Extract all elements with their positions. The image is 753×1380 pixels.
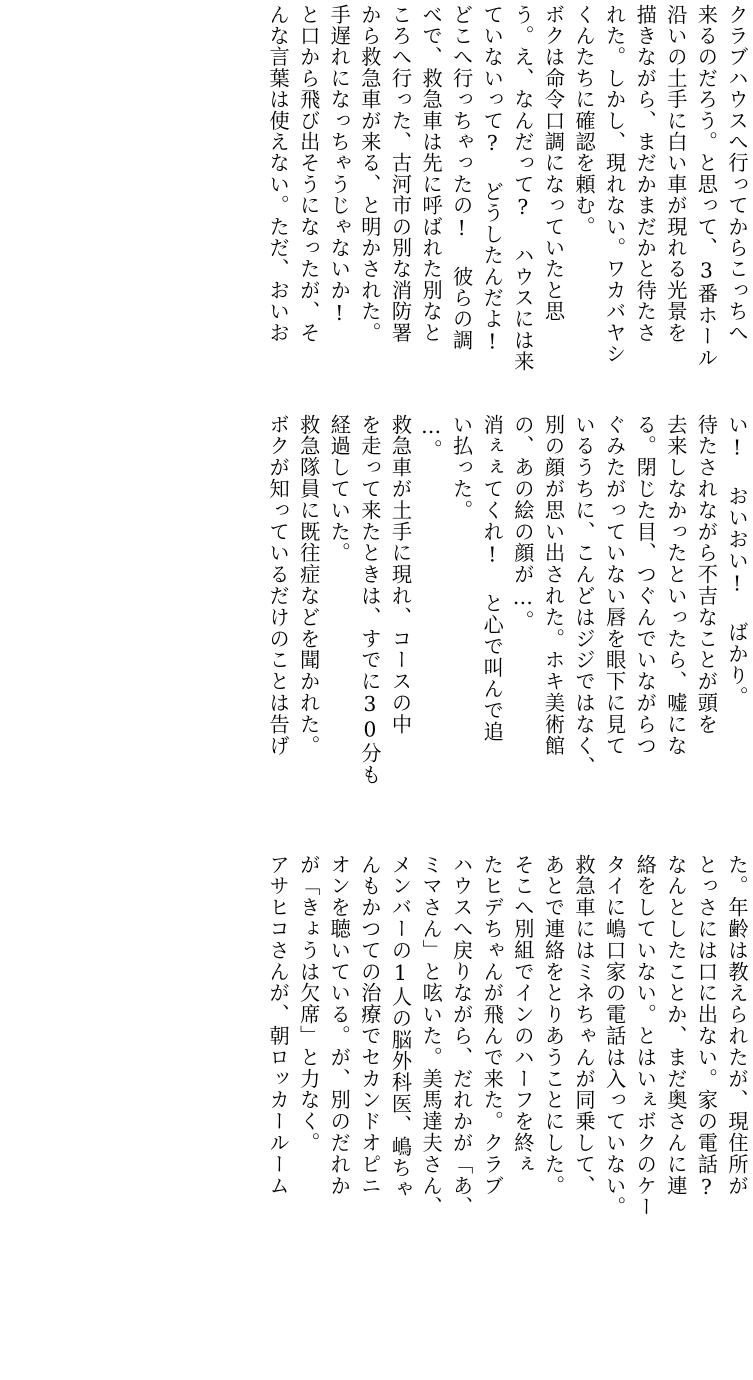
vertical-line: んもかつての治療でセカンドオピニ bbox=[357, 854, 382, 1197]
vertical-line: んな言葉は使えない。ただ、おいお bbox=[266, 4, 291, 344]
vertical-line: …。 bbox=[419, 414, 444, 461]
vertical-line: そこへ別組でインのハーフを終ぇ bbox=[510, 854, 535, 1175]
vertical-line: 来るのだろう。と思って、3番ホール bbox=[694, 4, 719, 369]
vertical-line: あとで連絡をとりあうことにした。 bbox=[541, 854, 566, 1197]
vertical-line: オンを聴いている。が、別のだれか bbox=[327, 854, 352, 1197]
vertical-line: から救急車が来る、と明かされた。 bbox=[357, 4, 382, 344]
vertical-line: 経過していた。 bbox=[327, 414, 352, 564]
vertical-line: れた。しかし、現れない。ワカバヤシ bbox=[602, 4, 627, 365]
vertical-line: い! おいおい! ばかり。 bbox=[725, 414, 749, 708]
vertical-line: どこへ行っちゃったの! 彼らの調 bbox=[449, 4, 474, 351]
text-block-3 bbox=[6, 810, 747, 1350]
vertical-line: たヒデちゃんが飛んで来た。クラブ bbox=[480, 854, 505, 1197]
vertical-line: べで、救急車は先に呼ばれた別なと bbox=[419, 4, 444, 344]
vertical-line: ミマさん」と呟いた。美馬達夫さん、 bbox=[419, 854, 444, 1218]
vertical-line: 救急車にはミネちゃんが同乗して、 bbox=[572, 854, 597, 1197]
vertical-line: を走って来たときは、すでに30分も bbox=[357, 414, 382, 786]
vertical-line: ていないって? どうしたんだよ! bbox=[480, 4, 505, 355]
vertical-line: いるうちに、こんどはジジではなく、 bbox=[572, 414, 597, 778]
vertical-line: クラブハウスへ行ってからこっちへ bbox=[725, 4, 749, 344]
vertical-line: た。年齢は教えられたが、現住所が bbox=[725, 854, 749, 1197]
vertical-line: と口から飛び出そうになったが、そ bbox=[296, 4, 321, 344]
vertical-line: 沿いの土手に白い車が現れる光景を bbox=[663, 4, 688, 344]
vertical-line: 手遅れになっちゃうじゃないか! bbox=[327, 4, 352, 326]
vertical-line: 去来しなかったといったら、嘘にな bbox=[663, 414, 688, 757]
vertical-line: なんとしたことか、まだ奥さんに連 bbox=[663, 854, 688, 1197]
vertical-line: い払った。 bbox=[449, 414, 474, 521]
vertical-line: メンバーの1人の脳外科医、嶋ちゃ bbox=[388, 854, 413, 1201]
vertical-line: ぐみたがっていない唇を眼下に見て bbox=[602, 414, 627, 757]
vertical-line: 消ぇぇてくれ! と心で叫んで追 bbox=[480, 414, 505, 743]
vertical-line: くんたちに確認を頼む。 bbox=[572, 4, 597, 238]
vertical-line: 描きながら、まだかまだかと待たさ bbox=[633, 4, 658, 344]
vertical-line: の、あの絵の顔が…。 bbox=[510, 414, 535, 632]
vertical-line: う。え、なんだって? ハウスには来 bbox=[510, 4, 535, 372]
vertical-line: 救急車が土手に現れ、コースの中 bbox=[388, 414, 413, 735]
vertical-line: が「きょうは欠席」と力なく。 bbox=[296, 854, 321, 1154]
vertical-line: アサヒコさんが、朝ロッカールーム bbox=[266, 854, 291, 1197]
vertical-line: ころへ行った、古河市の別な消防署 bbox=[388, 4, 413, 344]
vertical-line: 絡をしていない。とはいぇボクのケー bbox=[633, 854, 658, 1218]
vertical-line: ハウスへ戻りながら、だれかが「あ、 bbox=[449, 854, 474, 1218]
vertical-line: 救急隊員に既往症などを聞かれた。 bbox=[296, 414, 321, 757]
vertical-line: タイに嶋口家の電話は入っていない。 bbox=[602, 854, 627, 1218]
vertical-line: 待たされながら不吉なことが頭を bbox=[694, 414, 719, 735]
vertical-line: とっさには口に出ない。家の電話? bbox=[694, 854, 719, 1201]
vertical-line: ボクが知っているだけのことは告げ bbox=[266, 414, 291, 757]
vertical-line: ボクは命令口調になっていたと思 bbox=[541, 4, 566, 322]
vertical-line: る。閉じた目、つぐんでいながらつ bbox=[633, 414, 658, 757]
text-block-1 bbox=[6, 4, 747, 370]
vertical-line: 別の顔が思い出された。ホキ美術館 bbox=[541, 414, 566, 757]
text-block-2 bbox=[6, 370, 747, 810]
